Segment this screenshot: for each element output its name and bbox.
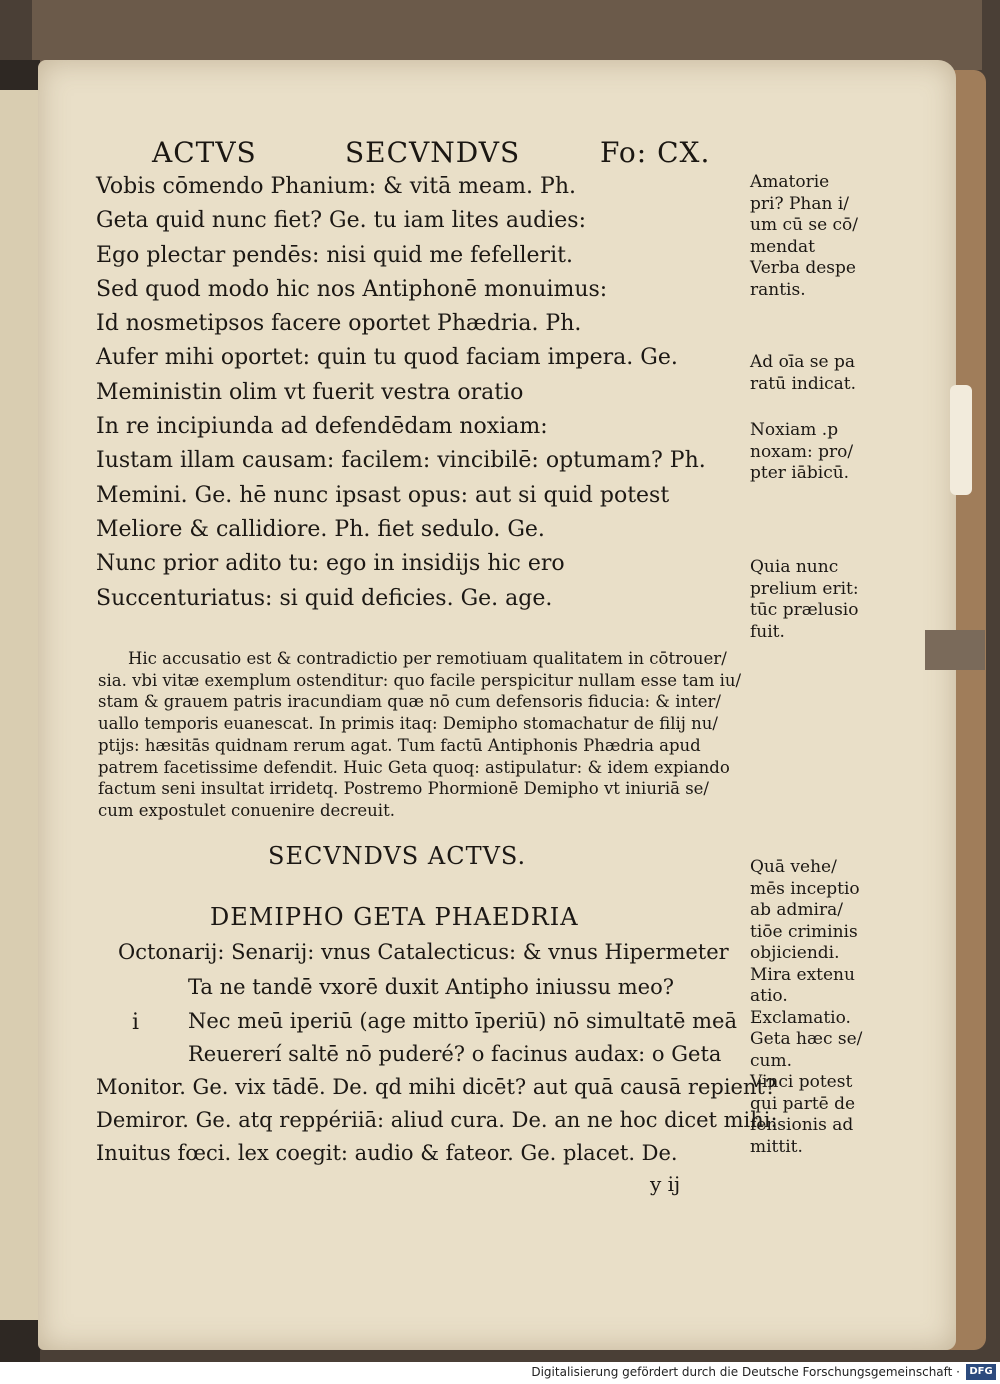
- scene-heading: SECVNDVS ACTVS.: [268, 842, 527, 870]
- margin-note-line: Quā vehe/: [750, 857, 837, 877]
- margin-note-line: um cū se cō/: [750, 215, 859, 235]
- margin-note-line: Quia nunc: [750, 557, 839, 577]
- text-line: Aufer mihi oportet: quin tu quod faciam impera. Ge.: [96, 345, 678, 371]
- text-line: Ego plectar pendēs: nisi quid me fefellerit.: [96, 242, 573, 268]
- margin-note-line: mittit.: [750, 1136, 803, 1157]
- text-line: Succenturiatus: si quid deficies. Ge. age.: [96, 585, 553, 611]
- margin-note-line: Mira extenu: [750, 964, 855, 985]
- paper-slip: [950, 385, 972, 495]
- margin-note: [750, 857, 870, 1158]
- margin-note-line: Noxiam .p: [750, 420, 839, 440]
- margin-note-line: pri? Phan i/: [750, 193, 850, 214]
- margin-note-line: prelium erit:: [750, 578, 859, 599]
- text-line: Vobis cōmendo Phanium: & vitā meam. Ph.: [96, 174, 576, 199]
- margin-note-line: ab admira/: [750, 900, 843, 920]
- margin-note-line: tiōe criminis: [750, 921, 858, 942]
- verse-line: Monitor. Ge. vix tādē. De. qd mihi dicēt? aut quā causā repient?: [96, 1075, 777, 1099]
- margin-note: [750, 352, 870, 395]
- verse-line: Ta ne tandē vxorē duxit Antipho iniussu meo?: [188, 975, 674, 999]
- margin-note-line: Ad oīa se pa: [750, 352, 855, 372]
- commentary-line: cum expostulet conuenire decreuit.: [98, 800, 395, 820]
- commentary-line: sia. vbi vitæ exemplum ostenditur: quo facile perspicitur nullam esse tam iu/: [98, 670, 742, 690]
- meter-note: Octonarij: Senarij: vnus Catalecticus: & vnus Hipermeter: [118, 940, 729, 964]
- folio-number: Fo: CX.: [600, 136, 711, 169]
- margin-note-line: cum.: [750, 1050, 792, 1071]
- margin-note-line: atio.: [750, 986, 788, 1006]
- text-line: Nunc prior adito tu: ego in insidijs hic ero: [96, 551, 565, 577]
- text-line: Iustam illam causam: facilem: vincibilē: optumam? Ph.: [96, 448, 706, 474]
- margin-note-line: qui partē de: [750, 1093, 856, 1114]
- commentary-line: patrem facetissime defendit. Huic Geta quoq: astipulatur: & idem expiando: [98, 757, 730, 777]
- margin-note-line: ratū indicat.: [750, 373, 857, 394]
- text-line: Sed quod modo hic nos Antiphonē monuimus:: [96, 276, 608, 302]
- margin-note: [750, 420, 870, 485]
- funding-credit: Digitalisierung gefördert durch die Deutsche Forschungsgemeinschaft ·: [531, 1365, 960, 1379]
- verse-line: Nec meū iperiū (age mitto īperiū) nō simultatē meā: [188, 1009, 737, 1033]
- dfg-logo: DFG: [966, 1364, 996, 1380]
- commentary-line: uallo temporis euanescat. In primis itaq: Demipho stomachatur de filij nu/: [98, 714, 718, 734]
- commentary-line: factum seni insultat irridetq. Postremo Phormionē Demipho vt iniuriā se/: [98, 779, 709, 799]
- text-line: Memini. Ge. hē nunc ipsast opus: aut si quid potest: [96, 482, 670, 508]
- character-list: DEMIPHO GETA PHAEDRIA: [210, 903, 579, 931]
- margin-note-line: Exclamatio.: [750, 1007, 851, 1028]
- margin-note-line: mēs inceptio: [750, 878, 860, 899]
- signature-mark: y ij: [650, 1172, 681, 1196]
- margin-note-line: fensionis ad: [750, 1115, 854, 1135]
- margin-note-line: objiciendi.: [750, 943, 840, 963]
- margin-note-line: tūc prælusio: [750, 600, 859, 620]
- margin-note-line: pter iābicū.: [750, 463, 850, 483]
- margin-note: [750, 172, 870, 301]
- text-line: Meliore & callidiore. Ph. fiet sedulo. Ge.: [96, 516, 545, 542]
- margin-note-line: rantis.: [750, 279, 806, 300]
- margin-note-line: noxam: pro/: [750, 441, 854, 462]
- margin-note-line: mendat: [750, 236, 815, 257]
- margin-note: [750, 557, 870, 643]
- margin-note-line: Geta hæc se/: [750, 1029, 863, 1049]
- running-head-left: ACTVS: [152, 136, 257, 169]
- running-head-center: SECVNDVS: [345, 136, 521, 169]
- margin-note-line: Vinci potest: [750, 1072, 853, 1092]
- text-line: Geta quid nunc fiet? Ge. tu iam lites audies:: [96, 208, 586, 234]
- text-line: Id nosmetipsos facere oportet Phædria. Ph.: [96, 311, 582, 337]
- margin-note-line: Verba despe: [750, 258, 856, 278]
- commentary-line: stam & grauem patris iracundiam quæ nō cum defensoris fiducia: & inter/: [98, 692, 721, 712]
- commentary-line: Hic accusatio est & contradictio per remotiuam qualitatem in cōtrouer/: [128, 649, 727, 668]
- text-line: In re incipiunda ad defendēdam noxiam:: [96, 414, 548, 440]
- cover-tab: [925, 630, 985, 670]
- commentary-block: [98, 648, 748, 822]
- verse-number: i: [132, 1010, 140, 1035]
- play-text: [96, 170, 746, 616]
- verse-line: Reuererí saltē nō puderé? o facinus audax: o Geta: [188, 1042, 722, 1066]
- verse-line: Inuitus fœci. lex coegit: audio & fateor. Ge. placet. De.: [96, 1141, 678, 1165]
- footer-bar: [0, 1362, 1000, 1384]
- margin-note-line: Amatorie: [750, 172, 830, 192]
- commentary-line: ptijs: hæsitās quidnam rerum agat. Tum factū Antiphonis Phædria apud: [98, 735, 701, 755]
- verse-line: Demiror. Ge. atq reppériiā: aliud cura. De. an ne hoc dicet mihi:: [96, 1108, 778, 1132]
- margin-note-line: fuit.: [750, 621, 785, 642]
- text-line: Meministin olim vt fuerit vestra oratio: [96, 379, 524, 405]
